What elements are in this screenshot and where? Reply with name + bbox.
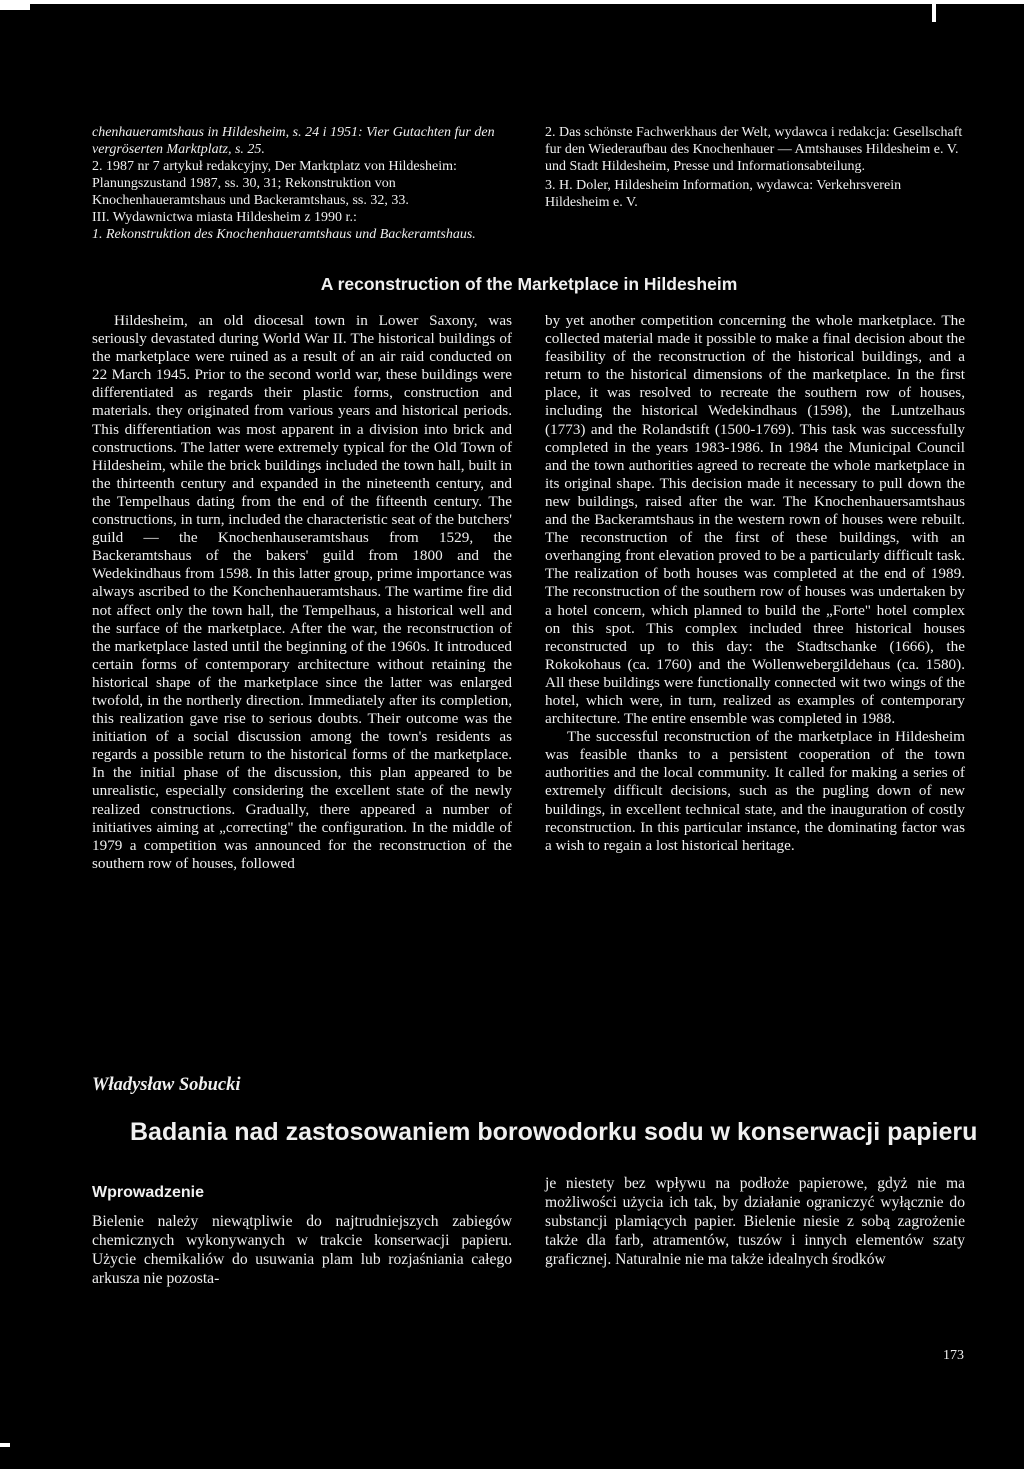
body-column-left xyxy=(92,312,512,873)
article-paragraph: Bielenie należy niewątpliwie do najtrudniejszych zabiegów chemicznych wykonywanych w trakcie konserwacji papieru. Użycie chemikaliów do usuwania plam lub rozjaśniania całego arkusza nie pozosta- xyxy=(92,1213,512,1287)
article-column-right xyxy=(545,1174,965,1269)
scan-edge-mark xyxy=(932,0,936,22)
article-author: Władysław Sobucki xyxy=(92,1075,241,1095)
scan-edge-top xyxy=(0,0,1024,4)
body-paragraph: The successful reconstruction of the marketplace in Hildesheim was feasible thanks to a persistent cooperation of the town authorities and the local community. It called for making a series of extremely difficult decisions, such as the pugling down of new buildings, in excellent technical state, and the inauguration of costly reconstruction. In this particular instance, the dominating factor was a wish to regain a lost historical heritage. xyxy=(545,728,965,854)
reference-item: III. Wydawnictwa miasta Hildesheim z 1990 r.: xyxy=(92,210,357,225)
body-paragraph: by yet another competition concerning the whole marketplace. The collected material made it possible to make a final decision about the feasibility of the reconstruction of the historical buildings, and a return to the historical dimensions of the marketplace. In the first place, it was resolved to recreate the southern row of houses, including the historical Wedekindhaus (1598), the Luntzelhaus (1773) and the Rolandstift (1500-1769). This task was successfully completed in the years 1983-1986. In 1984 the Municipal Council and the town authorities agreed to recreate the whole marketplace in its original shape. This decision made it necessary to pull down the new buildings, raised after the war. The Knochenhauersamtshaus and the Backeramtshaus in the western rown of houses were rebuilt. The reconstruction of the first of these buildings, with an overhanging front elevation proved to be a particularly difficult task. The realization of both houses was completed at the end of 1989. The reconstruction of the southern row of houses was undertaken by a hotel concern, which planned to build the „Forte" hotel complex on this spot. This complex included three historical houses reconstructed up to this day: the Stadtschanke (1666), the Rokokohaus (ca. 1760) and the Wollenwebergildehaus (ca. 1580). All these buildings were functionally connected wit two wings of the hotel, which were, in turn, realized as examples of contemporary architecture. The entire ensemble was completed in 1988. xyxy=(545,312,965,728)
article-column-left xyxy=(92,1212,512,1288)
reference-item: 1. Rekonstruktion des Knochenhaueramtshaus und Backeramtshaus. xyxy=(92,227,476,242)
body-paragraph: Hildesheim, an old diocesal town in Lower Saxony, was seriously devastated during World War II. The historical buildings of the marketplace were ruined as a result of an air raid conducted on 22 March 1945. Prior to the second world war, these buildings were differentiated as regards their plastic forms, construction and materials. they originated from various years and historical periods. This differentiation was most apparent in a division into brick and constructions. The latter were extremely typical for the Old Town of Hildesheim, while the brick buildings included the town hall, built in the thirteenth century and expanded in the nineteenth century, and the Tempelhaus dating from the end of the fifteenth century. The constructions, in turn, included the characteristic seat of the butchers' guild — the Knochenhauseramtshaus from 1529, the Backeramtshaus of the bakers' guild from 1800 and the Wedekindhaus from 1598. In this latter group, prime importance was always ascribed to the Konchenhaueramtshaus. The wartime fire did not affect only the town hall, the Tempelhaus, a historical well and the surface of the marketplace. After the war, the reconstruction of the marketplace lasted until the beginning of the 1960s. It introduced certain forms of contemporary architecture without retaining the historical shape of the marketplace since the latter was enlarged twofold, in the northerly direction. Immediately after its completion, this realization gave rise to serious doubts. Their outcome was the initiation of a social discussion among the town's residents as regards a possible return to the historical forms of the marketplace. In the initial phase of the discussion, this plan appeared to be unrealistic, especially considering the excellent state of the newly realized constructions. Gradually, there appeared a number of initiatives aiming at „correcting" the configuration. In the middle of 1979 a competition was announced for the reconstruction of the southern row of houses, followed xyxy=(92,312,512,872)
references-left xyxy=(92,124,512,243)
article-title: Badania nad zastosowaniem borowodorku sodu w konserwacji papieru xyxy=(130,1118,978,1146)
section-title: A reconstruction of the Marketplace in Hildesheim xyxy=(320,274,738,294)
reference-item: 2. 1987 nr 7 artykuł redakcyjny, Der Marktplatz von Hildesheim: Planungszustand 1987, ss. 30, 31; Rekonstruktion von Knochenhaueramtshaus und Backeramtshaus, ss. 32, 33. xyxy=(92,159,457,208)
reference-item: 3. H. Doler, Hildesheim Information, wydawca: Verkehrsverein Hildesheim e. V. xyxy=(545,178,902,210)
body-column-right xyxy=(545,312,965,855)
article-paragraph: je niestety bez wpływu na podłoże papierowe, gdyż nie ma możliwości użycia ich tak, by działanie ograniczyć wyłącznie do substancji plamiących papier. Bielenie niesie z sobą zagrożenie także dla farb, atramentów, tuszów i innych elementów szaty graficznej. Naturalnie nie ma także idealnych środków xyxy=(545,1175,965,1268)
scan-edge-mark-bottom xyxy=(0,1443,10,1447)
scan-edge-notch xyxy=(0,0,30,10)
article-subheading: Wprowadzenie xyxy=(92,1184,205,1201)
references-right xyxy=(545,124,965,211)
reference-item: 2. Das schönste Fachwerkhaus der Welt, wydawca i redakcja: Gesellschaft fur den Wiederaufbau des Knochenhauer — Amtshauses Hildesheim e. V. und Stadt Hildesheim, Presse und Informationsabteilung. xyxy=(545,125,963,174)
page-number: 173 xyxy=(943,1348,964,1363)
reference-item: chenhaueramtshaus in Hildesheim, s. 24 i 1951: Vier Gutachten fur den vergröserten Marktplatz, s. 25. xyxy=(92,125,495,157)
